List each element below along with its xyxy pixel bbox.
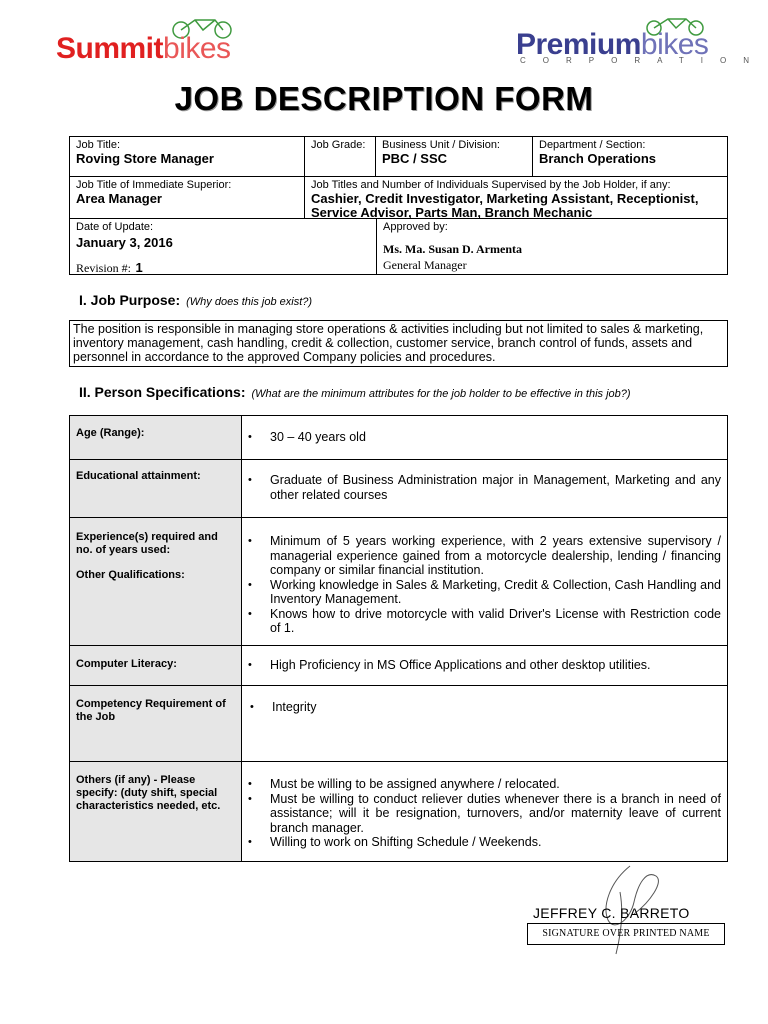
superior-value: Area Manager — [76, 191, 162, 206]
business-unit-value: PBC / SSC — [382, 151, 448, 166]
header-cell-job-title — [69, 136, 305, 177]
logo-left-part1: Summit — [56, 32, 164, 65]
spec-row-education — [70, 460, 727, 518]
list-item: • Minimum of 5 years working experience, with 2 years extensive supervisory / managerial experience gained from a motorcycle dealership, lending / financing company or similar financial institution. — [270, 534, 721, 578]
job-purpose-heading — [79, 292, 312, 308]
person-specifications-subtitle: (What are the minimum attributes for the job holder to be effective in this job?) — [251, 388, 631, 400]
summitbikes-logo — [56, 32, 231, 66]
spec-label-others: Others (if any) - Please specify: (duty shift, special characteristics needed, etc. — [70, 762, 242, 861]
logo-left-part2: bikes — [163, 32, 231, 65]
spec-label-age: Age (Range): — [70, 416, 242, 459]
signatory-name: JEFFREY C. BARRETO — [533, 905, 690, 921]
spec-row-computer-literacy — [70, 646, 727, 686]
list-item: • Must be willing to be assigned anywhere / relocated. — [270, 777, 721, 792]
job-purpose-text: The position is responsible in managing store operations & activities including but not limited to sales & marketing, inventory management, cash handling, credit & collection, customer service, branch control of funds, assets and personnel in accordance to the approved Company policies and procedures. — [69, 320, 728, 367]
superior-label: Job Title of Immediate Superior: — [76, 179, 232, 191]
premiumbikes-logo-subtitle: CORPORATION — [520, 56, 766, 65]
logo-right-part2: bikes — [640, 28, 709, 61]
list-item: • High Proficiency in MS Office Applications and other desktop utilities. — [270, 658, 721, 673]
person-specifications-heading-text: II. Person Specifications: — [79, 384, 246, 400]
spec-content-computer-literacy — [242, 646, 727, 685]
date-value: January 3, 2016 — [76, 235, 173, 250]
header-cell-date — [69, 218, 377, 275]
supervised-line-2: Service Advisor, Parts Man, Branch Mechanic — [311, 205, 593, 220]
spec-content-education — [242, 460, 727, 517]
department-label: Department / Section: — [539, 139, 646, 151]
spec-content-competency — [242, 686, 727, 761]
header-cell-department — [532, 136, 728, 177]
spec-content-experience — [242, 518, 727, 645]
business-unit-label: Business Unit / Division: — [382, 139, 500, 151]
spec-row-competency — [70, 686, 727, 762]
header-cell-approved — [376, 218, 728, 275]
approver-title: General Manager — [383, 258, 467, 272]
logo-right-part1: Premium — [516, 28, 641, 61]
spec-content-others — [242, 762, 727, 861]
list-item: • Graduate of Business Administration major in Management, Marketing and any other related courses — [270, 473, 721, 502]
spec-label-experience-text: Experience(s) required and no. of years used: — [76, 531, 218, 556]
form-title: JOB DESCRIPTION FORM — [174, 80, 594, 117]
spec-label-competency: Competency Requirement of the Job — [70, 686, 242, 761]
spec-content-age — [242, 416, 727, 459]
supervised-line-1: Cashier, Credit Investigator, Marketing Assistant, Receptionist, — [311, 191, 699, 206]
job-purpose-subtitle: (Why does this job exist?) — [186, 296, 313, 308]
spec-label-computer-literacy: Computer Literacy: — [70, 646, 242, 685]
list-item: • Integrity — [272, 700, 721, 715]
spec-row-experience — [70, 518, 727, 646]
approved-label: Approved by: — [383, 221, 448, 233]
date-label: Date of Update: — [76, 221, 154, 233]
list-item: • Willing to work on Shifting Schedule / Weekends. — [270, 835, 721, 850]
spec-label-education: Educational attainment: — [70, 460, 242, 517]
person-specifications-table — [69, 415, 728, 862]
department-value: Branch Operations — [539, 151, 657, 166]
list-item: • Knows how to drive motorcycle with valid Driver's License with Restriction code of 1. — [270, 607, 721, 636]
job-grade-label: Job Grade: — [311, 139, 366, 151]
list-item: • Must be willing to conduct reliever duties whenever there is a branch in need of assistance; will it be resignation, turnovers, and/or maternity leave of current branch manager. — [270, 792, 721, 836]
header-cell-supervised — [304, 176, 728, 219]
spec-label-other-qualifications: Other Qualifications: — [76, 569, 185, 581]
revision — [76, 259, 143, 277]
spec-label-experience — [70, 518, 242, 645]
job-title-value: Roving Store Manager — [76, 151, 214, 166]
job-title-label: Job Title: — [76, 139, 121, 151]
spec-row-age — [70, 416, 727, 460]
header-cell-superior — [69, 176, 305, 219]
job-purpose-heading-text: I. Job Purpose: — [79, 292, 181, 308]
approver-name: Ms. Ma. Susan D. Armenta — [383, 242, 523, 256]
list-item: • 30 – 40 years old — [270, 430, 721, 445]
header-cell-job-grade — [304, 136, 376, 177]
supervised-label: Job Titles and Number of Individuals Supervised by the Job Holder, if any: — [311, 179, 671, 191]
list-item: • Working knowledge in Sales & Marketing, Credit & Collection, Cash Handling and Inventory Management. — [270, 578, 721, 607]
revision-value: 1 — [135, 260, 143, 275]
header-cell-business-unit — [375, 136, 533, 177]
revision-label: Revision #: — [76, 261, 132, 275]
person-specifications-heading — [79, 384, 631, 400]
spec-row-others — [70, 762, 727, 861]
signature-caption: SIGNATURE OVER PRINTED NAME — [527, 923, 725, 945]
